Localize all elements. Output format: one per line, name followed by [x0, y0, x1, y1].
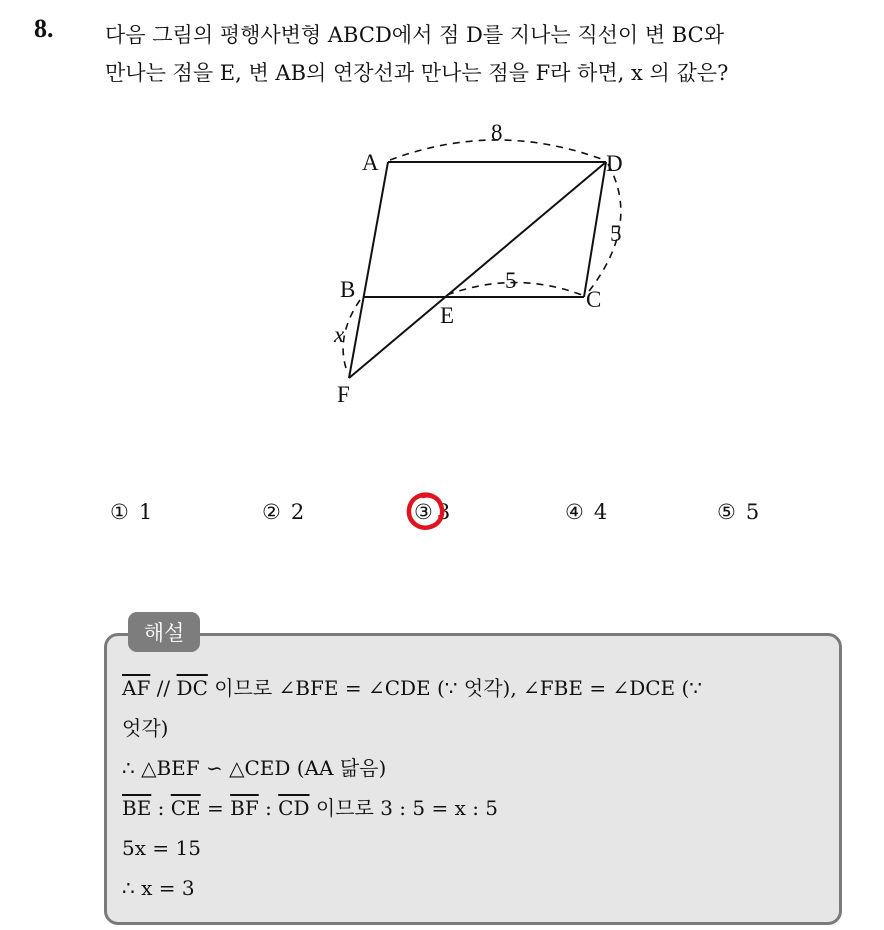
length-bf: x [334, 322, 345, 347]
choice-2-mark: ② [262, 500, 281, 524]
solution-line-5: 5x = 15 [122, 836, 201, 860]
length-dc: 5 [610, 221, 622, 246]
length-ec: 5 [505, 268, 517, 293]
label-c: C [586, 287, 602, 312]
label-e: E [440, 303, 455, 328]
solution-line-6: ∴ x = 3 [122, 876, 195, 900]
choice-4-value: 4 [593, 500, 608, 524]
label-b: B [340, 277, 356, 302]
segment-bf-label: $\overline{BF}$ [230, 796, 259, 820]
label-d: D [606, 151, 623, 176]
equals-sign: = [200, 796, 231, 820]
question-number: 8. [34, 14, 54, 43]
solution-body [122, 668, 832, 908]
segment-ce-label: $\overline{CE}$ [170, 796, 201, 820]
choice-1[interactable] [110, 500, 152, 524]
ratio-colon: : [151, 796, 171, 820]
solution-line-2: 엇각) [122, 716, 169, 740]
choice-4-mark: ④ [565, 500, 584, 524]
parallelogram-figure [320, 110, 640, 414]
parallel-sign: // [150, 676, 177, 700]
choice-5[interactable] [717, 500, 759, 524]
segment-dc-label: $\overline{DC}$ [176, 676, 208, 700]
circle-stroke [409, 495, 442, 528]
segment-be-label: $\overline{BE}$ [122, 796, 152, 820]
segment-af-label: $\overline{AF}$ [122, 676, 151, 700]
figure-svg [320, 110, 640, 410]
question-line-1: 다음 그림의 평행사변형 ABCD에서 점 D를 지나는 직선이 변 BC와 [105, 23, 724, 47]
label-f: F [337, 382, 350, 407]
choice-1-mark: ① [110, 500, 129, 524]
segment-df [349, 162, 606, 378]
length-ad: 8 [491, 120, 503, 145]
solution-line-1 [122, 668, 832, 708]
choice-5-mark: ⑤ [717, 500, 736, 524]
choice-4[interactable] [565, 500, 607, 524]
choice-1-value: 1 [138, 500, 153, 524]
choice-5-value: 5 [745, 500, 760, 524]
solution-line-4 [122, 788, 832, 828]
label-a: A [362, 150, 379, 175]
choice-3-mark: ③ [414, 500, 433, 524]
solution-line-3: ∴ △BEF ∽ △CED (AA 닮음) [122, 756, 387, 780]
solution-tab: 해설 [128, 612, 200, 652]
solution-line-1-rest: 이므로 ∠BFE = ∠CDE (∵ 엇각), ∠FBE = ∠DCE (∵ [207, 676, 703, 700]
selected-answer-circle-icon [404, 489, 451, 533]
question-text [105, 16, 875, 92]
segment-cd-label: $\overline{CD}$ [278, 796, 310, 820]
choice-2-value: 2 [290, 500, 305, 524]
segment-af [349, 162, 388, 378]
choice-3-value: 3 [436, 500, 451, 524]
solution-line-4-rest: 이므로 3 : 5 = x : 5 [309, 796, 499, 820]
segment-dc [584, 162, 606, 297]
question-line-2: 만나는 점을 E, 변 AB의 연장선과 만나는 점을 F라 하면, x 의 값은? [105, 61, 729, 85]
choice-2[interactable] [262, 500, 304, 524]
ratio-colon: : [258, 796, 279, 820]
